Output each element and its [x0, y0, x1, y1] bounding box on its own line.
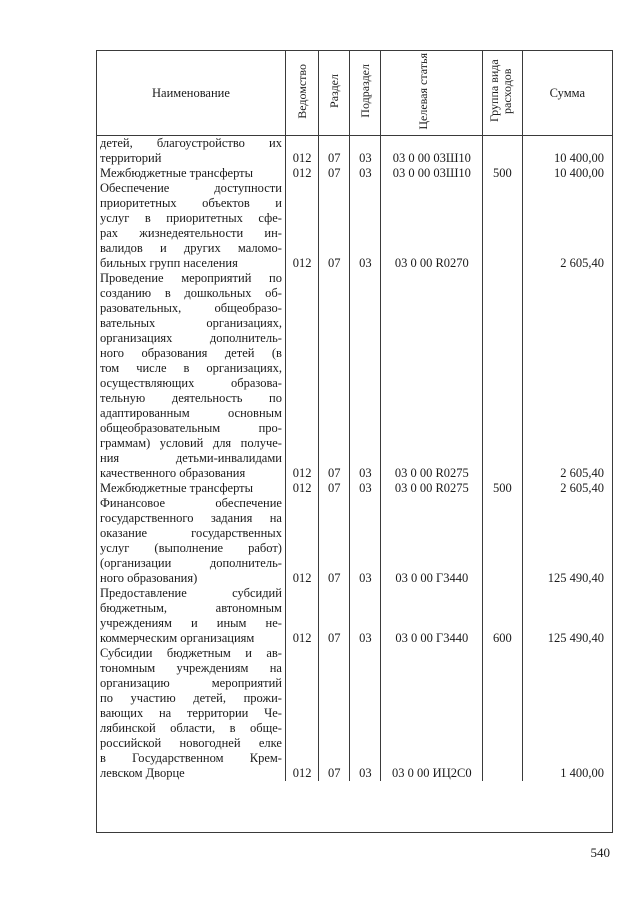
row-name-line: Межбюджетные трансферты — [100, 166, 254, 180]
row-summa: 125 490,40 — [522, 586, 612, 646]
row-summa: 1 400,00 — [522, 646, 612, 781]
row-name-line: левском Дворце — [100, 766, 185, 780]
row-celevaya: 03 0 00 ИЦ2С0 — [381, 646, 483, 781]
row-name-line: общеобразовательным про- — [100, 421, 282, 435]
row-podrazdel: 03 — [350, 646, 381, 781]
header-razdel: Раздел — [319, 51, 350, 136]
row-podrazdel: 03 — [350, 481, 381, 496]
row-name-line: территорий — [100, 151, 162, 165]
row-name-line: разовательных, общеобразо- — [100, 301, 282, 315]
row-name-line: лябинской области, в обще- — [100, 721, 282, 735]
row-celevaya: 03 0 00 R0275 — [381, 481, 483, 496]
row-name-line: тельную деятельность по — [100, 391, 282, 405]
row-name-line: ния детьми-инвалидами — [100, 451, 282, 465]
row-name-line: Обеспечение доступности — [100, 181, 282, 195]
row-vedomstvo: 012 — [285, 586, 318, 646]
header-name: Наименование — [97, 51, 286, 136]
row-celevaya: 03 0 00 03Ш10 — [381, 136, 483, 167]
row-celevaya: 03 0 00 Г3440 — [381, 496, 483, 586]
row-gruppa: 600 — [483, 586, 522, 646]
row-name-line: созданию в дошкольных об- — [100, 286, 282, 300]
row-vedomstvo: 012 — [285, 481, 318, 496]
header-celevaya: Целевая статья — [381, 51, 483, 136]
row-razdel: 07 — [319, 481, 350, 496]
row-razdel: 07 — [319, 271, 350, 481]
row-razdel: 07 — [319, 586, 350, 646]
row-celevaya: 03 0 00 03Ш10 — [381, 166, 483, 181]
row-name-line: приоритетных объектов и — [100, 196, 282, 210]
row-name-line: организациях дополнитель- — [100, 331, 282, 345]
row-name-line: услуг в приоритетных сфе- — [100, 211, 282, 225]
row-summa: 10 400,00 — [522, 136, 612, 167]
row-name-line: Проведение мероприятий по — [100, 271, 282, 285]
row-name-line: (организации дополнитель- — [100, 556, 282, 570]
row-razdel: 07 — [319, 646, 350, 781]
row-summa: 2 605,40 — [522, 181, 612, 271]
table-frame — [96, 50, 613, 833]
row-podrazdel: 03 — [350, 136, 381, 167]
row-vedomstvo: 012 — [285, 496, 318, 586]
row-name-line: по участию детей, прожи- — [100, 691, 282, 705]
row-summa: 2 605,40 — [522, 481, 612, 496]
header-summa: Сумма — [522, 51, 612, 136]
row-podrazdel: 03 — [350, 166, 381, 181]
row-name-line: оказание государственных — [100, 526, 282, 540]
row-name-line: валидов и других маломо- — [100, 241, 282, 255]
row-name-line: Субсидии бюджетным и ав- — [100, 646, 282, 660]
row-vedomstvo: 012 — [285, 271, 318, 481]
header-vedomstvo: Ведомство — [285, 51, 318, 136]
row-name-line: граммам) условий для получе- — [100, 436, 282, 450]
row-name-line: вательных организациях, — [100, 316, 282, 330]
row-name-line: Финансовое обеспечение — [100, 496, 282, 510]
row-name-line: том числе в организациях, — [100, 361, 282, 375]
row-name-line: ного образования) — [100, 571, 198, 585]
row-name-line: услуг (выполнение работ) — [100, 541, 282, 555]
row-celevaya: 03 0 00 R0270 — [381, 181, 483, 271]
header-podrazdel: Подраздел — [350, 51, 381, 136]
row-vedomstvo: 012 — [285, 136, 318, 167]
row-name-line: вающих на территории Че- — [100, 706, 282, 720]
row-podrazdel: 03 — [350, 271, 381, 481]
row-summa: 125 490,40 — [522, 496, 612, 586]
row-name-line: ного образования детей (в — [100, 346, 282, 360]
row-name-line: бюджетным, автономным — [100, 601, 282, 615]
row-vedomstvo: 012 — [285, 166, 318, 181]
header-gruppa: Группа вида расходов — [483, 51, 522, 136]
row-celevaya: 03 0 00 Г3440 — [381, 586, 483, 646]
row-vedomstvo: 012 — [285, 181, 318, 271]
row-name-line: адаптированным основным — [100, 406, 282, 420]
row-name-line: в Государственном Крем- — [100, 751, 282, 765]
row-name-line: детей, благоустройство их — [100, 136, 282, 150]
row-name-line: государственного задания на — [100, 511, 282, 525]
row-summa: 10 400,00 — [522, 166, 612, 181]
page-number: 540 — [590, 845, 610, 860]
row-summa: 2 605,40 — [522, 271, 612, 481]
row-name-line: осуществляющих образова- — [100, 376, 282, 390]
row-name-line: коммерческим организациям — [100, 631, 255, 645]
row-razdel: 07 — [319, 181, 350, 271]
row-name-line: Предоставление субсидий — [100, 586, 282, 600]
row-razdel: 07 — [319, 166, 350, 181]
row-podrazdel: 03 — [350, 496, 381, 586]
row-name-line: российской новогодней елке — [100, 736, 282, 750]
row-name-line: тономным учреждениям на — [100, 661, 282, 675]
row-razdel: 07 — [319, 136, 350, 167]
row-name-line: качественного образования — [100, 466, 246, 480]
row-vedomstvo: 012 — [285, 646, 318, 781]
row-name-line: Межбюджетные трансферты — [100, 481, 254, 495]
row-gruppa: 500 — [483, 481, 522, 496]
row-podrazdel: 03 — [350, 181, 381, 271]
row-celevaya: 03 0 00 R0275 — [381, 271, 483, 481]
row-name-line: бильных групп населения — [100, 256, 238, 270]
row-name-line: учреждениям и иным не- — [100, 616, 282, 630]
row-gruppa: 500 — [483, 166, 522, 181]
row-podrazdel: 03 — [350, 586, 381, 646]
row-name-line: организацию мероприятий — [100, 676, 282, 690]
row-name-line: рах жизнедеятельности ин- — [100, 226, 282, 240]
row-razdel: 07 — [319, 496, 350, 586]
